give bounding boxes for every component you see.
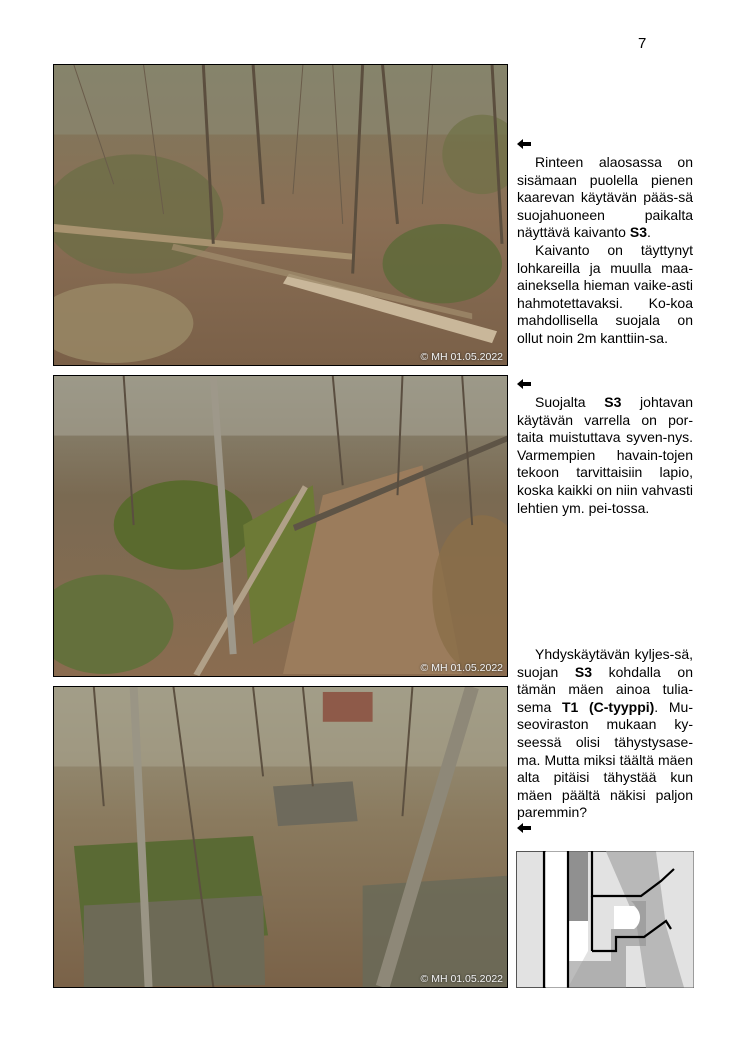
- photo-credit: © MH 01.05.2022: [420, 351, 503, 363]
- photo-credit: © MH 01.05.2022: [420, 973, 503, 985]
- arrow-left-icon: [517, 822, 693, 838]
- arrow-left-icon: [517, 378, 693, 394]
- trench-plan-diagram: [516, 851, 694, 988]
- caption-paragraph: Yhdyskäytävän kyljes-sä, suojan S3 kohdalla on tämän mäen ainoa tulia-sema T1 (C-tyyppi). Mu-seoviraston mukaan ky-seessä olisi tähystysase-ma. Mutta miksi täältä mäen alta pitäisi tähystää kun mäen päältä näkisi paljon paremmin?: [517, 646, 693, 821]
- photo-firing-position-t1: [53, 686, 508, 988]
- caption-paragraph: Rinteen alaosassa on sisämaan puolella pienen kaarevan käytävän pääs-sä suojahuoneen paikalta näyttävä kaivanto S3.: [517, 154, 693, 241]
- photo-trench-steps: [53, 375, 508, 677]
- photo-trench-excavation-s3: [53, 64, 508, 366]
- photo-credit: © MH 01.05.2022: [420, 662, 503, 674]
- caption-paragraph: Kaivanto on täyttynyt lohkareilla ja muulla maa-aineksella hieman vaike-asti hahmotettavaksi. Ko-koa mahdollisella suojala on ollut noin 2m kanttiin-sa.: [517, 241, 693, 346]
- forest-photo-2: [54, 376, 507, 676]
- caption-steps: [517, 378, 693, 517]
- caption-firing-position: [517, 646, 693, 838]
- caption-excavation: [517, 138, 693, 348]
- forest-photo-3: [54, 687, 507, 987]
- forest-photo-1: [54, 65, 507, 365]
- page-number: 7: [638, 35, 647, 52]
- caption-paragraph: Suojalta S3 johtavan käytävän varrella on por-taita muistuttava syven-nys. Varmempien havain-tojen tekoon tarvittaisiin lapio, koska kaikki on niin vahvasti lehtien ym. pei-tossa.: [517, 394, 693, 516]
- arrow-left-icon: [517, 138, 693, 154]
